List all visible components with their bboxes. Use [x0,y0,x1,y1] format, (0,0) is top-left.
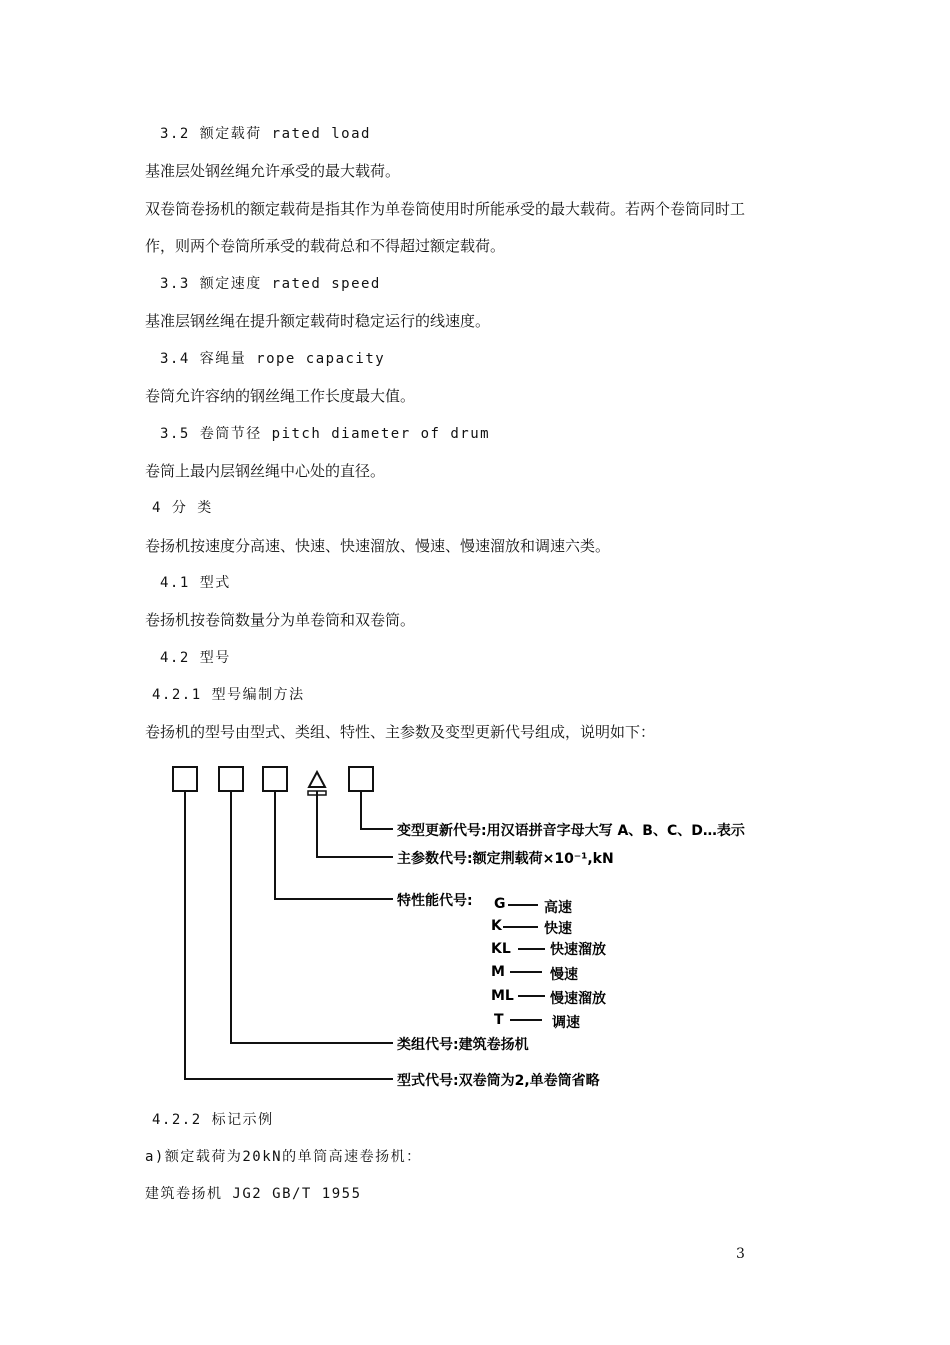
paragraph: 卷筒允许容纳的钢丝绳工作长度最大值。 [145,387,416,405]
label-group-code: 类组代号:建筑卷扬机 [397,1037,529,1053]
box-characteristic [263,767,287,791]
box-group [219,767,243,791]
code-k: K [491,918,502,934]
example-a: a)额定载荷为20kN的单筒高速卷扬机： [145,1149,422,1165]
line-characteristic [275,791,393,899]
code-k-desc: 快速 [544,921,572,937]
code-m: M [491,964,505,980]
line-update [361,791,393,829]
code-t: T [494,1012,504,1028]
paragraph: 卷扬机按卷筒数量分为单卷筒和双卷筒。 [145,611,416,629]
paragraph: 卷筒上最内层钢丝绳中心处的直径。 [145,462,386,480]
line-type [185,791,393,1079]
label-update-code: 变型更新代号:用汉语拼音字母大写 A、B、C、D…表示 [397,823,745,839]
section-3-2-heading: 3.2 额定载荷 rated load [160,126,371,142]
code-ml-desc: 慢速溜放 [550,991,606,1007]
section-3-3-heading: 3.3 额定速度 rated speed [160,276,381,292]
box-type [173,767,197,791]
section-4-2-2-heading: 4.2.2 标记示例 [152,1112,274,1128]
section-3-4-heading: 3.4 容绳量 rope capacity [160,351,386,367]
paragraph: 基准层钢丝绳在提升额定载荷时稳定运行的线速度。 [145,312,491,330]
box-update [349,767,373,791]
code-m-desc: 慢速 [550,967,578,983]
section-4-2-1-heading: 4.2.1 型号编制方法 [152,687,305,703]
example-marking: 建筑卷扬机 JG2 GB/T 1955 [145,1186,362,1202]
code-kl-desc: 快速溜放 [550,942,606,958]
label-main-param: 主参数代号:额定荆载荷×10⁻¹,kN [397,851,614,867]
code-kl: KL [491,941,511,957]
section-3-5-heading: 3.5 卷筒节径 pitch diameter of drum [160,426,491,442]
model-code-diagram [160,760,800,1090]
code-g: G [494,896,506,912]
page-number: 3 [736,1246,745,1262]
paragraph: 双卷筒卷扬机的额定载荷是指其作为单卷筒使用时所能承受的最大载荷。若两个卷筒同时工 [145,200,746,218]
section-4-heading: 4 分 类 [152,500,213,516]
section-4-2-heading: 4.2 型号 [160,650,231,666]
line-main-param [317,795,393,857]
paragraph: 作，则两个卷筒所承受的载荷总和不得超过额定载荷。 [145,237,506,255]
paragraph: 基准层处钢丝绳允许承受的最大载荷。 [145,162,401,180]
triangle-main-param [309,772,325,787]
code-ml: ML [491,988,514,1004]
paragraph: 卷扬机按速度分高速、快速、快速溜放、慢速、慢速溜放和调速六类。 [145,537,611,555]
label-type-code: 型式代号:双卷筒为2,单卷筒省略 [397,1073,600,1089]
code-g-desc: 高速 [544,900,572,916]
label-characteristic: 特性能代号: [397,893,473,909]
paragraph: 卷扬机的型号由型式、类组、特性、主参数及变型更新代号组成，说明如下： [145,723,656,741]
code-t-desc: 调速 [552,1015,580,1031]
section-4-1-heading: 4.1 型式 [160,575,231,591]
